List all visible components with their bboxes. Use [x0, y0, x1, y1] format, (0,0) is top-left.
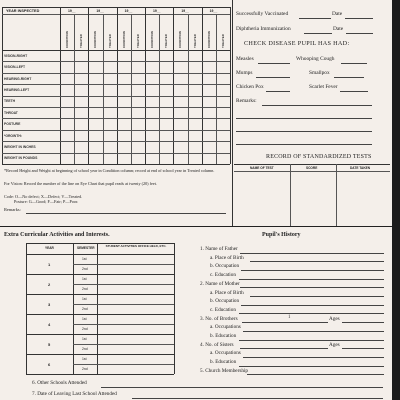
col-treated: TREATED [192, 34, 197, 48]
year-slot: 19__ [124, 9, 133, 13]
history-subitem: a. Place of Birth [210, 254, 244, 261]
activity-semester: 1st [82, 357, 87, 361]
history-subitem: b. Education [210, 359, 237, 366]
history-item: 4. No. of Sisters [200, 341, 234, 348]
activity-semester: 2nd [82, 347, 88, 351]
history-subitem: b. Education [210, 333, 237, 339]
growth-note-text: *Record Height and Weight at beginning of school year in Condition column; record at end of school year in Treated column. [4, 168, 215, 173]
col-treated: TREATED [135, 34, 140, 48]
inspection-row-label: VISION-RIGHT [4, 53, 28, 58]
activity-semester: 2nd [82, 267, 88, 271]
activity-year: 1 [48, 261, 51, 267]
test-col-score: SCORE [306, 166, 318, 170]
brothers-mark: 1 [288, 314, 291, 320]
ages-label: Ages [329, 315, 340, 322]
other-schools-label: 6. Other Schools Attended [32, 380, 87, 386]
activity-year: 6 [48, 361, 51, 367]
activities-heading: Extra Curricular Activities and Interests. [4, 232, 110, 238]
col-condition: CONDITION [65, 31, 70, 48]
vision-note [4, 181, 230, 186]
code-legend: Code: O—No defect; X—Defect; V—Treated. [4, 194, 83, 199]
history-item: 1. Name of Father [200, 246, 238, 252]
year-slot: 19__ [153, 9, 161, 13]
posture-legend: Posture: G—Good; F—Fair; P—Poor. [14, 199, 79, 204]
growth-note [4, 168, 230, 173]
activity-semester: 2nd [82, 287, 88, 291]
activity-year: 2 [48, 281, 51, 287]
inspection-row-label: POSTURE [4, 122, 21, 127]
activity-year: 3 [48, 301, 51, 307]
test-col-name: NAME OF TEST [250, 166, 274, 170]
check-disease-heading: CHECK DISEASE PUPIL HAS HAD: [244, 40, 350, 47]
inspection-row-label: *GROWTH: [4, 133, 22, 138]
history-item: 3. No. of Brothers [200, 315, 238, 322]
smallpox-label: Smallpox [309, 70, 330, 76]
inspection-row-label: HEARING-LEFT [4, 87, 30, 92]
standardized-tests-heading: RECORD OF STANDARDIZED TESTS [266, 154, 372, 160]
col-condition: CONDITION [150, 31, 155, 48]
scarlet-fever-label: Scarlet Fever [309, 84, 338, 90]
activity-semester: 1st [82, 337, 87, 341]
chicken-pox-label: Chicken Pox [236, 84, 264, 90]
growth-remarks-label: Remarks: [4, 207, 21, 212]
col-condition: CONDITION [121, 31, 126, 48]
col-treated: TREATED [79, 34, 84, 48]
col-condition: CONDITION [93, 31, 98, 48]
history-subitem: a. Occupations [210, 350, 241, 357]
activity-semester: 2nd [82, 307, 88, 311]
mumps-label: Mumps [236, 70, 253, 76]
vaccinated-label: Successfully Vaccinated [236, 11, 289, 17]
activity-semester: 2nd [82, 367, 88, 371]
whooping-cough-label: Whooping Cough [296, 56, 335, 62]
activity-semester: 2nd [82, 327, 88, 331]
year-inspected-label: YEAR INSPECTED [6, 9, 40, 13]
health-remarks-label: Remarks: [236, 98, 257, 104]
activity-year: 5 [48, 341, 51, 347]
activity-semester: 1st [82, 317, 87, 321]
history-item: 5. Church Membership [200, 367, 248, 374]
diphtheria-label: Diphtheria Immunization [236, 26, 291, 32]
activity-semester: 1st [82, 277, 87, 281]
vaccinated-date-label: Date [332, 11, 343, 17]
act-col-activities: STUDENT ACTIVITIES OFFICE HELD, ETC. [105, 244, 167, 248]
activity-semester: 1st [82, 257, 87, 261]
inspection-row-label: VISION-LEFT [4, 65, 26, 70]
inspection-row-label: WEIGHT IN POUNDS [4, 156, 38, 161]
history-subitem: a. Occupations [210, 324, 241, 331]
measles-label: Measles [236, 56, 254, 62]
year-slot: 19__ [181, 9, 189, 13]
act-col-semester: SEMESTER [77, 246, 95, 250]
inspection-row-label: THROAT [4, 110, 18, 115]
date-leaving-label: 7. Date of Leaving Last School Attended [32, 391, 117, 397]
inspection-row-label: WEIGHT IN INCHES [4, 144, 36, 149]
act-col-year: YEAR [45, 246, 54, 250]
col-condition: CONDITION [206, 31, 211, 48]
ages-label: Ages [329, 341, 340, 348]
inspection-row-label: TEETH [4, 99, 16, 104]
inspection-row-label: HEARING-RIGHT [4, 76, 32, 81]
vision-note-text: For Vision: Record the number of the line on Eye Chart that pupil reads at twenty (20) feet. [4, 181, 157, 186]
col-treated: TREATED [107, 34, 112, 48]
history-subitem: c. Education [210, 306, 236, 313]
diphtheria-date-label: Date [333, 26, 344, 32]
col-treated: TREATED [164, 34, 169, 48]
activity-year: 4 [48, 321, 51, 327]
history-subitem: c. Education [210, 272, 236, 279]
history-item: 2. Name of Mother [200, 280, 240, 287]
history-subitem: a. Place of Birth [210, 289, 244, 296]
history-subitem: b. Occupation [210, 298, 240, 305]
history-subitem: b. Occupation [210, 263, 240, 270]
year-slot: 19__ [209, 9, 218, 13]
activity-semester: 1st [82, 297, 87, 301]
test-col-date: DATE TAKEN [350, 166, 371, 170]
year-slot: 19__ [96, 9, 104, 13]
pupil-history-heading: Pupil's History [262, 232, 301, 238]
col-treated: TREATED [220, 34, 225, 48]
year-slot: 19__ [68, 9, 76, 13]
col-condition: CONDITION [178, 31, 183, 48]
